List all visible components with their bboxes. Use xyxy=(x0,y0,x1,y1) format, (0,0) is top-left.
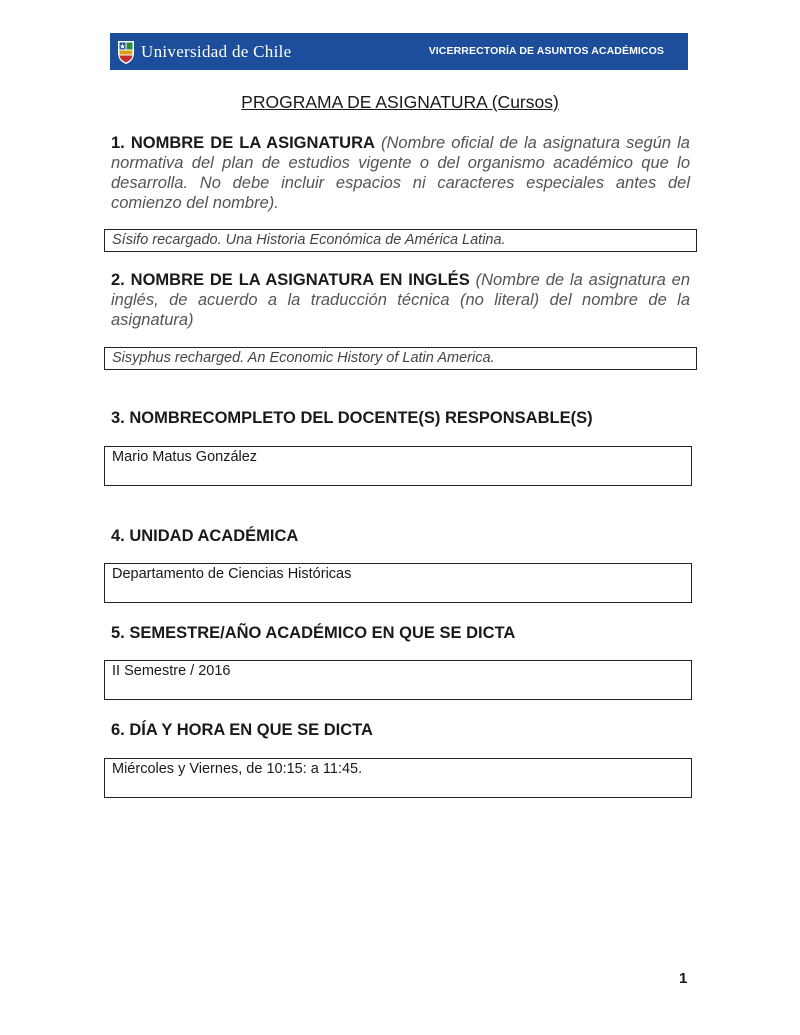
vice-rectorate-label: VICERRECTORÍA DE ASUNTOS ACADÉMICOS xyxy=(428,45,664,57)
academic-unit-field: Departamento de Ciencias Históricas xyxy=(104,563,692,603)
course-name-field: Sísifo recargado. Una Historia Económica de América Latina. xyxy=(104,229,697,252)
section-heading: 4. UNIDAD ACADÉMICA xyxy=(111,527,299,545)
section-heading: 5. SEMESTRE/AÑO ACADÉMICO EN QUE SE DICTA xyxy=(111,624,516,642)
section-1-heading xyxy=(111,133,690,213)
schedule-field: Miércoles y Viernes, de 10:15: a 11:45. xyxy=(104,758,692,798)
page-number: 1 xyxy=(679,970,688,987)
semester-field: II Semestre / 2016 xyxy=(104,660,692,700)
section-5-heading xyxy=(111,623,690,643)
university-name: Universidad de Chile xyxy=(141,42,292,61)
header-banner xyxy=(110,33,688,70)
section-3-heading xyxy=(111,408,690,428)
english-name-field: Sisyphus recharged. An Economic History of Latin America. xyxy=(104,347,697,370)
section-6-heading xyxy=(111,720,690,740)
section-heading: 1. NOMBRE DE LA ASIGNATURA xyxy=(111,134,375,152)
page-title: PROGRAMA DE ASIGNATURA (Cursos) xyxy=(241,92,559,112)
teacher-field: Mario Matus González xyxy=(104,446,692,486)
section-2-heading xyxy=(111,270,690,330)
section-heading: 2. NOMBRE DE LA ASIGNATURA EN INGLÉS xyxy=(111,271,470,289)
section-heading: 6. DÍA Y HORA EN QUE SE DICTA xyxy=(111,721,373,739)
section-note: (Nombre oficial de la asignatura según la normativa del plan de estudios vigente o del organismo académico que lo desarrolla. No debe incluir espacios ni caracteres especiales antes del comienzo del nombre). xyxy=(111,134,690,212)
section-heading: 3. NOMBRECOMPLETO DEL DOCENTE(S) RESPONSABLE(S) xyxy=(111,409,593,427)
section-4-heading xyxy=(111,526,690,546)
university-crest-icon xyxy=(116,37,136,65)
section-note: (Nombre de la asignatura en inglés, de acuerdo a la traducción técnica (no literal) del nombre de la asignatura) xyxy=(111,271,690,329)
